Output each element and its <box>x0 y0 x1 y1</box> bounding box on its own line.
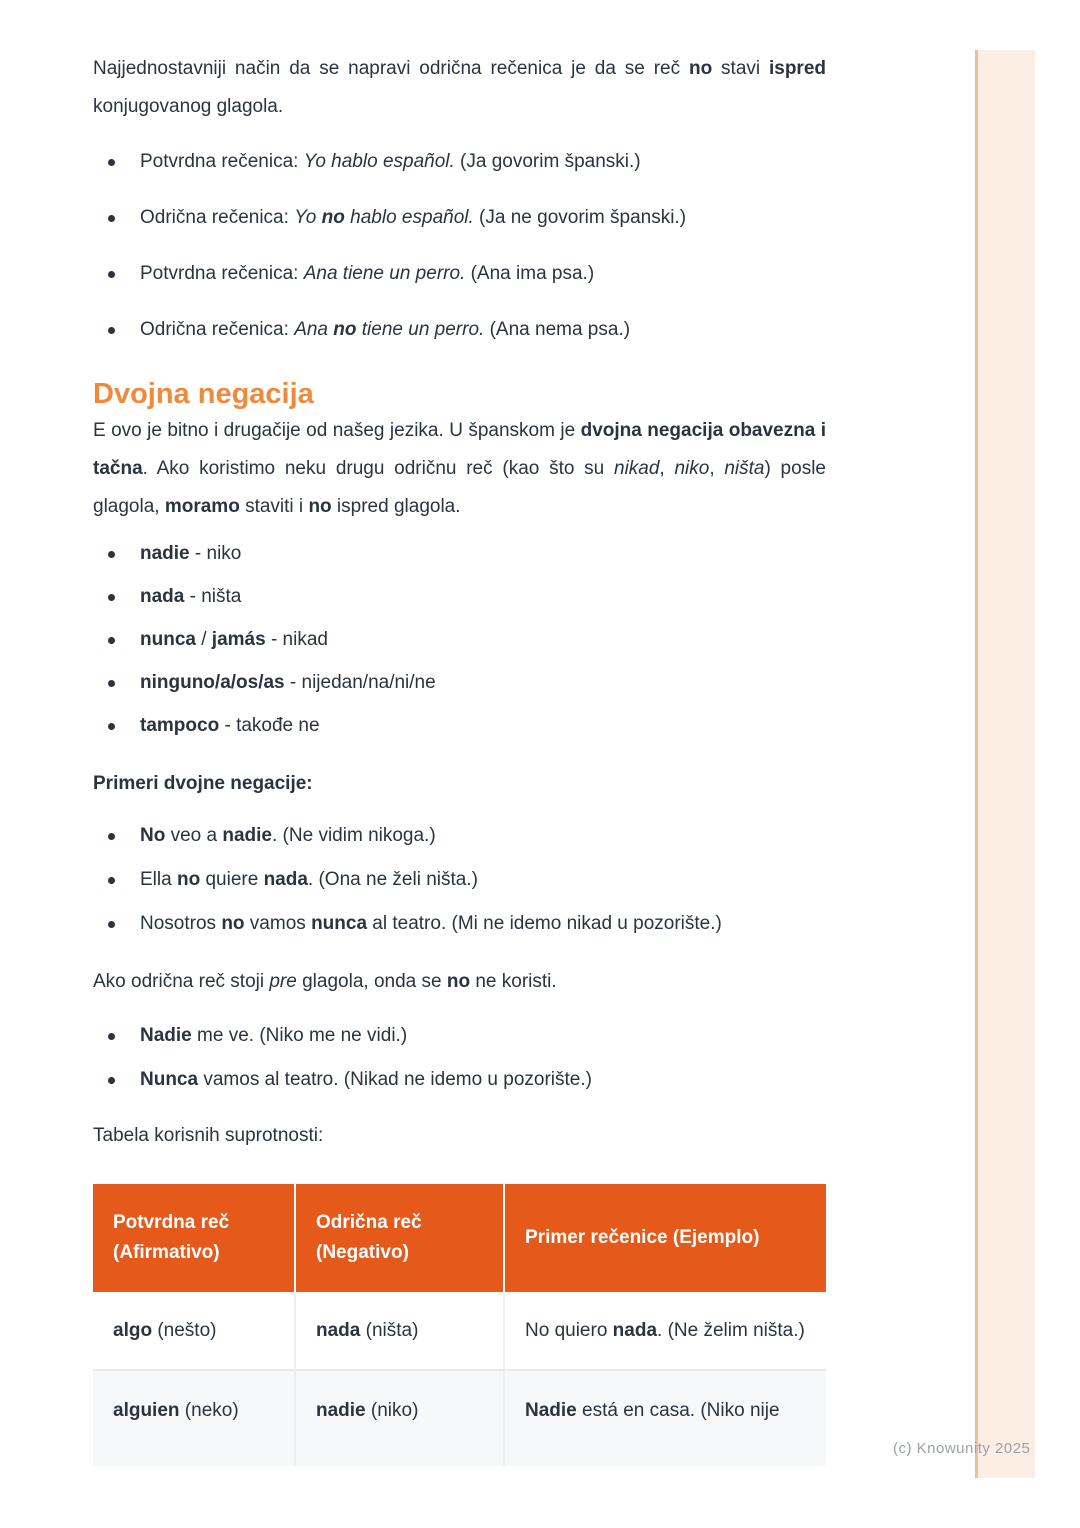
table-cell: nadie (niko) <box>296 1371 505 1466</box>
document-content <box>93 0 826 1466</box>
list-item: No veo a nadie. (Ne vidim nikoga.) <box>93 822 826 850</box>
table-cell: nada (ništa) <box>296 1292 505 1371</box>
sentence-example-list <box>93 148 826 344</box>
double-negation-paragraph: E ovo je bitno i drugačije od našeg jezika. U španskom je dvojna negacija obavezna i tačna. Ako koristimo neku drugu odričnu reč (kao što su nikad, niko, ništa) posle glagola, moramo staviti i no ispred glagola. <box>93 420 827 517</box>
list-item: Potvrdna rečenica: Yo hablo español. (Ja govorim španski.) <box>93 148 826 176</box>
col-header-primer-recenice: Primer rečenice (Ejemplo) <box>505 1184 826 1292</box>
table-header-row <box>93 1184 826 1292</box>
opposites-table <box>93 1184 826 1466</box>
table-cell: alguien (neko) <box>93 1371 296 1466</box>
list-item: Odrična rečenica: Ana no tiene un perro. (Ana nema psa.) <box>93 316 826 344</box>
examples-subtitle: Primeri dvojne negacije: <box>93 773 313 794</box>
list-item: ninguno/a/os/as - nijedan/na/ni/ne <box>93 669 826 697</box>
list-item: nunca / jamás - nikad <box>93 626 826 654</box>
list-item: nadie - niko <box>93 540 826 568</box>
list-item: nada - ništa <box>93 583 826 611</box>
table-cell: algo (nešto) <box>93 1292 296 1371</box>
table-cell: Nadie está en casa. (Niko nije <box>505 1371 826 1466</box>
double-negation-example-list <box>93 822 826 938</box>
table-row <box>93 1292 826 1371</box>
watermark: (c) Knowunity 2025 <box>893 1440 1031 1457</box>
col-header-odricna-rec: Odrična reč (Negativo) <box>296 1184 505 1292</box>
negative-words-list <box>93 540 826 740</box>
list-item: Ella no quiere nada. (Ona ne želi ništa.) <box>93 866 826 894</box>
table-cell: No quiero nada. (Ne želim ništa.) <box>505 1292 826 1371</box>
pre-verb-example-list <box>93 1022 826 1094</box>
col-header-potvrdna-rec: Potvrdna reč (Afirmativo) <box>93 1184 296 1292</box>
list-item: tampoco - takođe ne <box>93 712 826 740</box>
list-item: Nunca vamos al teatro. (Nikad ne idemo u pozorište.) <box>93 1066 826 1094</box>
list-item: Potvrdna rečenica: Ana tiene un perro. (Ana ima psa.) <box>93 260 826 288</box>
pre-verb-note: Ako odrična reč stoji pre glagola, onda se no ne koristi. <box>93 971 557 992</box>
list-item: Odrična rečenica: Yo no hablo español. (Ja ne govorim španski.) <box>93 204 826 232</box>
list-item: Nadie me ve. (Niko me ne vidi.) <box>93 1022 826 1050</box>
table-caption: Tabela korisnih suprotnosti: <box>93 1125 324 1146</box>
list-item: Nosotros no vamos nunca al teatro. (Mi ne idemo nikad u pozorište.) <box>93 910 826 938</box>
intro-paragraph: Najjednostavniji način da se napravi odrična rečenica je da se reč no stavi ispred konjugovanog glagola. <box>93 58 826 117</box>
decorative-side-strip <box>975 50 1035 1478</box>
table-row <box>93 1371 826 1466</box>
section-heading-dvojna-negacija: Dvojna negacija <box>93 378 314 410</box>
